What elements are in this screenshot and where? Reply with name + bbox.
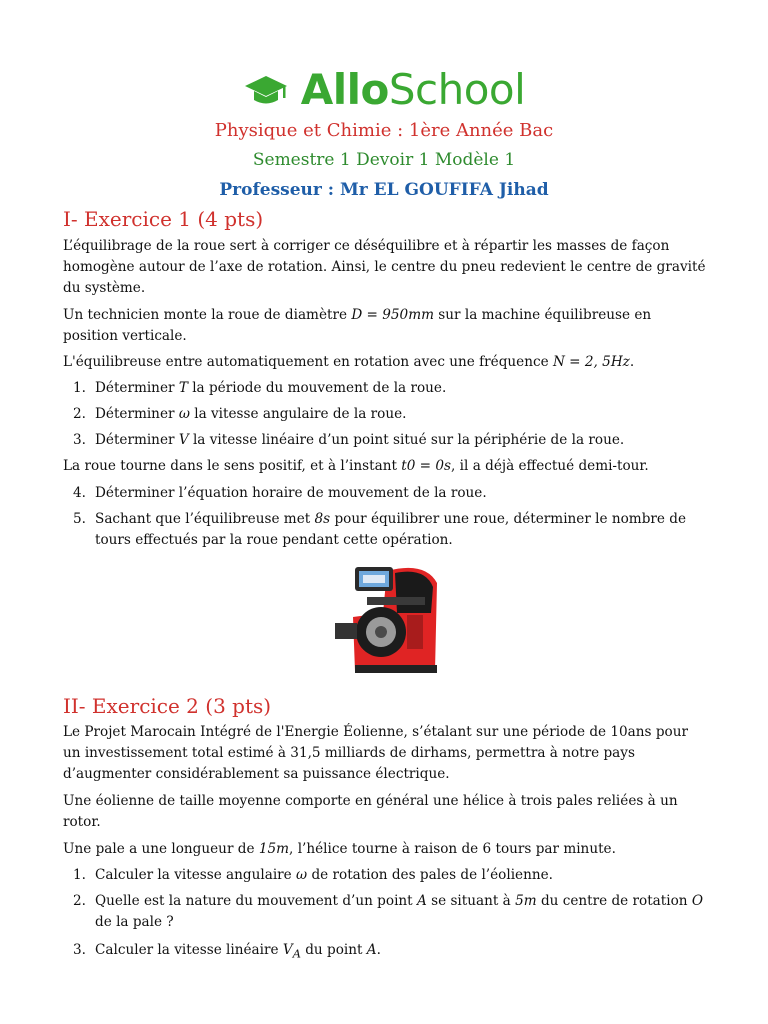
ex2-paragraph-2: Une éolienne de taille moyenne comporte en général une hélice à trois pales reliées à un rotor.: [63, 793, 678, 830]
logo-wordmark: AlloSchool: [300, 65, 526, 114]
ex2-question-1: 1. Calculer la vitesse angulaire ω de rotation des pales de l’éolienne.: [73, 867, 553, 883]
ex1-paragraph-1: L’équilibrage de la roue sert à corriger ce déséquilibre et à répartir les masses de façon homogène autour de l’axe de rotation. Ainsi, le centre du pneu redevient le centre de gravité du système.: [63, 238, 706, 296]
teacher-name: Professeur : Mr EL GOUFIFA Jihad: [219, 180, 549, 200]
page-title: Physique et Chimie : 1ère Année Bac: [214, 120, 554, 141]
ex1-paragraph-3: L'équilibreuse entre automatiquement en rotation avec une fréquence N = 2, 5Hz.: [63, 354, 635, 370]
wheel-balancer-machine-image: [325, 553, 445, 678]
alloschool-logo: [0, 66, 768, 114]
ex1-question-3: 3. Déterminer V la vitesse linéaire d’un point situé sur la périphérie de la roue.: [73, 432, 625, 448]
exercise-1-title: I- Exercice 1 (4 pts): [63, 207, 264, 231]
ex2-question-3: 3. Calculer la vitesse linéaire $V_A$ du point A.: [73, 942, 381, 961]
graduation-cap-icon: [243, 72, 289, 108]
ex1-question-5: 5. Sachant que l’équilibreuse met 8s pour équilibrer une roue, déterminer le nombre de tours effectués par la roue pendant cette opération.: [73, 511, 687, 548]
ex1-paragraph-2: Un technicien monte la roue de diamètre D = 950mm sur la machine équilibreuse en position verticale.: [63, 307, 652, 344]
ex1-paragraph-4: La roue tourne dans le sens positif, et à l’instant t0 = 0s, il a déjà effectué demi-tour.: [63, 458, 649, 474]
ex2-question-2: 2. Quelle est la nature du mouvement d’un point A se situant à 5m du centre de rotation O de la pale ?: [73, 893, 704, 930]
exercise-2-title: II- Exercice 2 (3 pts): [63, 694, 272, 718]
ex2-paragraph-1: Le Projet Marocain Intégré de l'Energie Éolienne, s’étalant sur une période de 10ans pour un investissement total estimé à 31,5 milliards de dirhams, permettra à notre pays d’augmenter considérablement sa puissance électrique.: [63, 724, 688, 782]
ex2-paragraph-3: Une pale a une longueur de 15m, l’hélice tourne à raison de 6 tours par minute.: [63, 841, 616, 857]
ex1-question-2: 2. Déterminer ω la vitesse angulaire de la roue.: [73, 406, 407, 422]
ex1-question-1: 1. Déterminer T la période du mouvement de la roue.: [73, 380, 447, 396]
ex1-question-4: 4. Déterminer l’équation horaire de mouvement de la roue.: [73, 485, 487, 501]
page-subtitle: Semestre 1 Devoir 1 Modèle 1: [252, 150, 516, 170]
